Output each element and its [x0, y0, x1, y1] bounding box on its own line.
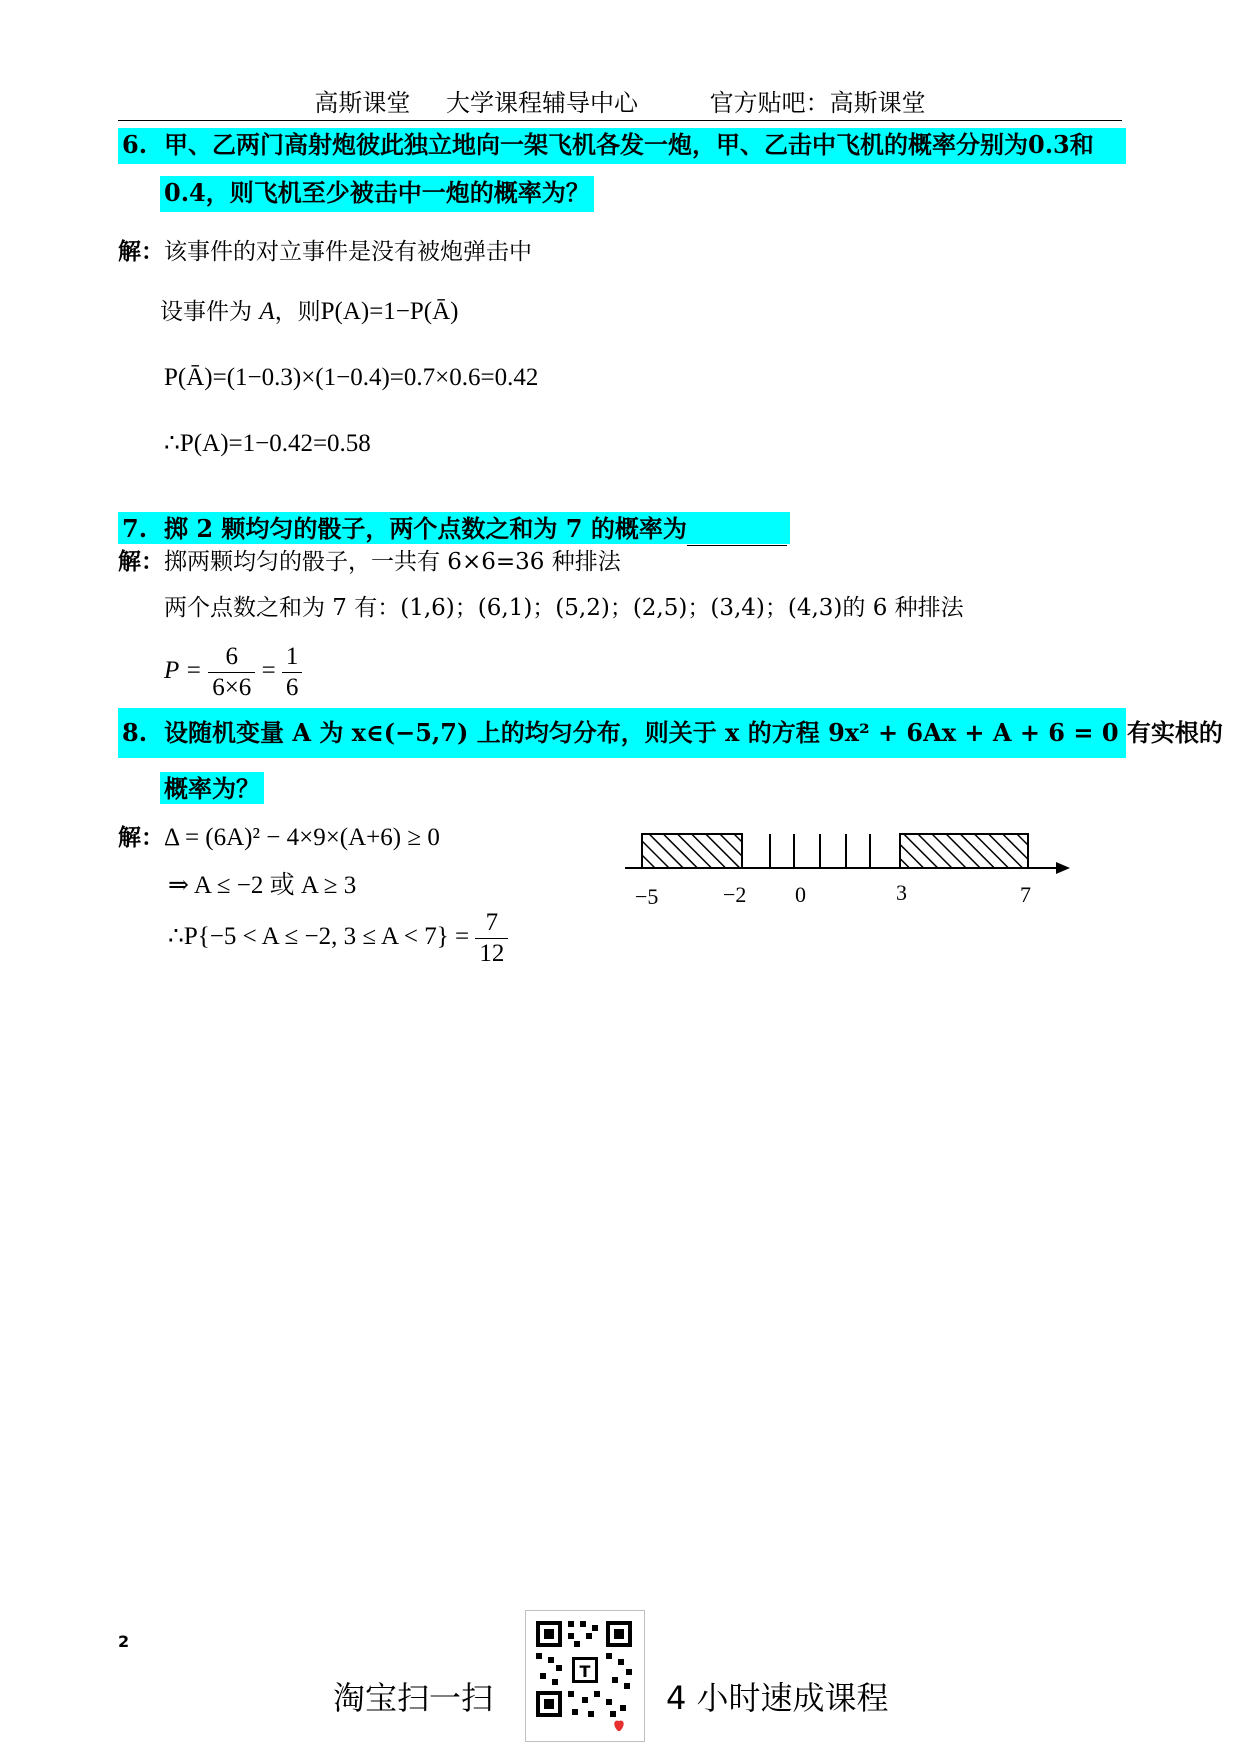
q7-line1	[118, 512, 790, 544]
q6-solution-text2: 设事件为	[160, 299, 252, 325]
q6-equation-2: P(Ā)=(1−0.3)×(1−0.4)=0.7×0.6=0.42	[164, 364, 539, 391]
q6-equation-3: ∴P(A)=1−0.42=0.58	[164, 430, 371, 457]
header-right: 官方贴吧：高斯课堂	[709, 89, 926, 117]
q7-fraction-2-den: 6	[285, 674, 299, 701]
q8-probability-expr: ∴P{−5 < A ≤ −2, 3 ≤ A < 7} =	[168, 923, 470, 951]
q7-fraction-1-den: 6×6	[212, 674, 252, 701]
q8-discriminant: Δ = (6A)² − 4×9×(A+6) ≥ 0	[164, 824, 440, 851]
q7-number: 7.	[122, 514, 148, 543]
axis-label-1: −2	[723, 882, 747, 907]
qr-code-icon	[526, 1611, 644, 1741]
q8-solution-label: 解：	[118, 824, 164, 851]
q8-solution-line2: ⇒ A ≤ −2 或 A ≥ 3	[168, 872, 357, 899]
q7-text-line1: 掷 2 颗均匀的骰子，两个点数之和为 7 的概率为	[164, 514, 687, 543]
q6-number: 6.	[122, 130, 148, 159]
q6-solution-label: 解：	[118, 238, 164, 265]
q6-solution-line2	[160, 296, 459, 328]
q7-p-label: P =	[164, 657, 202, 685]
q8-number: 8.	[122, 718, 148, 747]
svg-text:T: T	[579, 1662, 591, 1681]
q7-fraction-2-num: 1	[282, 642, 303, 673]
header-middle: 大学课程辅导中心	[446, 89, 638, 117]
q8-text-line1: 设随机变量 A 为 x∈(−5,7) 上的均匀分布，则关于 x 的方程 9x² + 6Ax + A + 6 = 0 有实根的	[164, 718, 1223, 747]
q8-fraction-num: 7	[475, 908, 508, 939]
q7-fraction-1	[208, 642, 255, 703]
q6-line1	[118, 128, 1126, 164]
q8-fraction-den: 12	[479, 940, 505, 967]
q6-equation-1: P(A)=1−P(Ā)	[320, 298, 459, 325]
q7-solution-label: 解：	[118, 548, 164, 575]
axis-label-4: 7	[1020, 882, 1031, 907]
q8-solution-line1	[118, 822, 440, 854]
q6-line2: 0.4，则飞机至少被击中一炮的概率为？	[160, 176, 594, 212]
q7-fraction-1-num: 6	[208, 642, 255, 673]
axis-label-0: −5	[635, 884, 659, 909]
q6-solution-text1: 该事件的对立事件是没有被炮弹击中	[164, 239, 532, 265]
q7-equals: =	[261, 657, 276, 685]
header-left: 高斯课堂	[314, 89, 411, 117]
q8-fraction	[475, 908, 508, 969]
q7-solution-line1	[118, 546, 621, 578]
q8-line2: 概率为？	[160, 772, 264, 804]
q7-fraction-2	[282, 642, 303, 703]
axis-label-3: 3	[896, 880, 907, 905]
q7-answer-blank	[687, 519, 787, 546]
axis-label-2: 0	[795, 882, 806, 907]
page-header	[118, 88, 1122, 121]
footer-right-text: 4 小时速成课程	[666, 1679, 889, 1717]
footer-left-text: 淘宝扫一扫	[333, 1679, 494, 1717]
q6-solution-then: ，则	[274, 299, 321, 325]
q8-number-line-diagram	[620, 820, 1080, 920]
heart-icon	[614, 1721, 623, 1731]
q8-line1	[118, 708, 1223, 758]
taobao-qr-code[interactable]	[525, 1610, 645, 1742]
page-number: 2	[118, 1632, 130, 1651]
q8-solution-line3	[168, 908, 508, 969]
q6-solution-line1	[118, 236, 532, 268]
q6-text-line1: 甲、乙两门高射炮彼此独立地向一架飞机各发一炮，甲、乙击中飞机的概率分别为0.3和	[164, 130, 1094, 159]
q7-probability-formula	[164, 642, 302, 703]
hatched-region-left	[642, 834, 742, 868]
number-line-arrow	[1056, 862, 1070, 874]
q7-solution-text1: 掷两颗均匀的骰子，一共有 6×6=36 种排法	[164, 549, 621, 575]
q7-solution-line2: 两个点数之和为 7 有：(1,6)；(6,1)；(5,2)；(2,5)；(3,4)；(4,3)的 6 种排法	[164, 595, 964, 621]
hatched-region-right	[900, 834, 1028, 868]
q6-event-var: A	[259, 298, 275, 325]
